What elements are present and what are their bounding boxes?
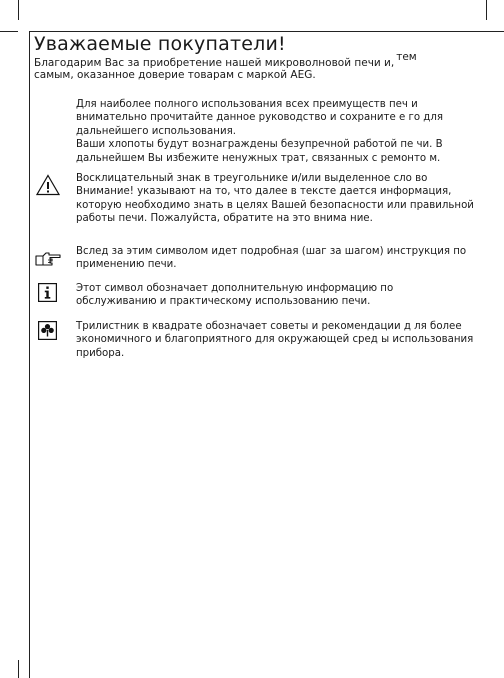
crop-mark-top-left-horizontal <box>0 31 18 32</box>
intro-line-1: Благодарим Вас за приобретение нашей микроволновой печи и, <box>34 57 395 69</box>
intro-line-1-superscript: тем <box>396 51 417 63</box>
symbol-text-instruction: Вслед за этим символом идет подробная (шаг за шагом) инструкция по применению печи. <box>76 246 467 271</box>
general-instructions <box>76 98 476 165</box>
symbol-description-instruction <box>76 245 476 272</box>
pointing-hand-icon <box>34 250 62 268</box>
clover-leaf-icon <box>38 321 57 340</box>
intro-line-2: самым, оказанное доверие товарам с маркой AEG. <box>34 69 316 81</box>
symbol-description-warning <box>76 172 476 226</box>
symbol-text-warning: Восклицательный знак в треугольнике и/или выделенное сло во Внимание! указывают на то, что далее в тексте дается информация, которую необходимо знать в целях Вашей безопасности или правильной работы печи. Пожалуйста, обратите на это внима ние. <box>76 173 474 225</box>
symbol-text-clover: Трилистник в квадрате обозначает советы и рекомендации д ля более экономичного и благоприятного для окружающей сред ы использования прибора. <box>76 321 474 359</box>
symbol-description-clover <box>76 320 476 360</box>
crop-mark-top-left-vertical <box>18 0 19 20</box>
page-title: Уважаемые покупатели! <box>34 33 286 55</box>
info-icon <box>38 283 57 302</box>
general-paragraph-1: Для наиболее полного использования всех преимуществ печ и внимательно прочитайте данное руководство и сохраните е го для дальнейшего использования. <box>76 99 443 137</box>
crop-mark-bottom-left-vertical <box>18 660 19 678</box>
general-paragraph-2: Ваши хлопоты будут вознаграждены безупречной работой пе чи. В дальнейшем Вы избежите ненужных трат, связанных с ремонто м. <box>76 139 443 164</box>
symbol-text-info: Этот символ обозначает дополнительную информацию по обслуживанию и практическому использованию печи. <box>76 283 394 308</box>
page-frame-top-rule <box>29 31 504 32</box>
page-frame-left-rule <box>29 31 30 678</box>
warning-triangle-icon <box>36 174 60 196</box>
intro-paragraph <box>34 51 474 83</box>
crop-mark-top-right-vertical <box>486 0 487 20</box>
symbol-description-info <box>76 282 476 309</box>
